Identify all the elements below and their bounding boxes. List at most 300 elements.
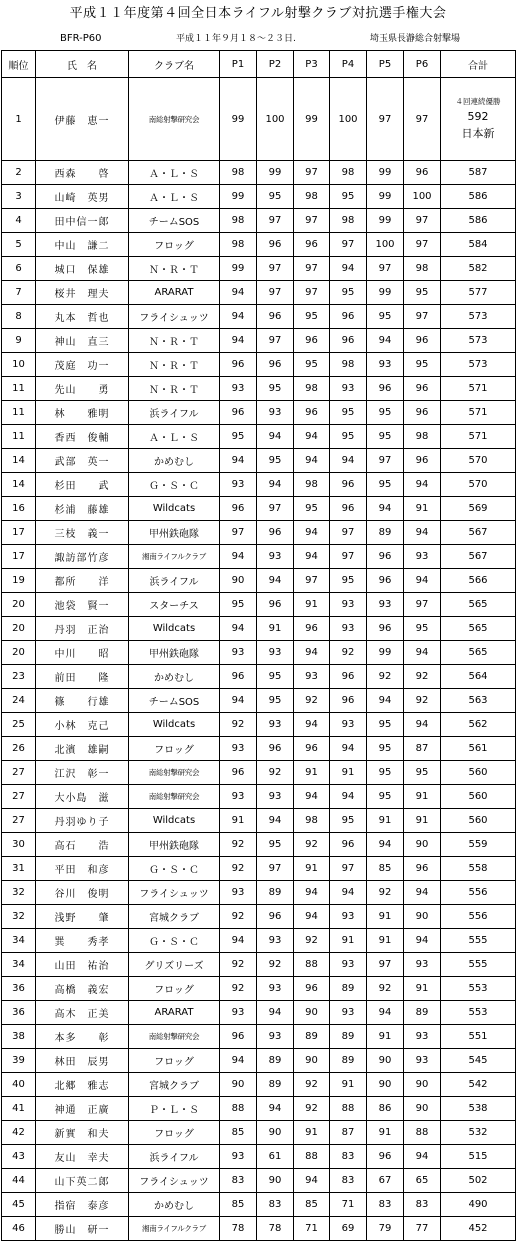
p1-cell: 85 (220, 1193, 257, 1217)
name-cell: 西森 啓 (36, 161, 129, 185)
p1-cell: 90 (220, 569, 257, 593)
total-cell: 452 (441, 1217, 516, 1241)
p4-cell: 96 (330, 305, 367, 329)
rank-cell: 30 (2, 833, 36, 857)
p5-cell: 99 (367, 185, 404, 209)
rank-cell: 6 (2, 257, 36, 281)
p3-cell: 92 (294, 833, 330, 857)
rank-cell: 31 (2, 857, 36, 881)
total-cell: 542 (441, 1073, 516, 1097)
p4-cell: 95 (330, 425, 367, 449)
p2-cell: 94 (257, 1001, 294, 1025)
p3-cell: 92 (294, 929, 330, 953)
total-cell: 490 (441, 1193, 516, 1217)
name-cell: 新實 和夫 (36, 1121, 129, 1145)
p5-cell: 93 (367, 353, 404, 377)
p3-cell: 94 (294, 641, 330, 665)
header-rank: 順位 (2, 51, 36, 78)
club-cell: 甲州鉄砲隊 (129, 641, 220, 665)
p1-cell: 93 (220, 1001, 257, 1025)
p6-cell: 94 (404, 713, 441, 737)
table-row (2, 953, 516, 977)
club-cell: かめむし (129, 449, 220, 473)
p6-cell: 92 (404, 689, 441, 713)
p3-cell: 92 (294, 1097, 330, 1121)
p1-cell: 99 (220, 257, 257, 281)
club-cell: Ａ・Ｌ・Ｓ (129, 161, 220, 185)
table-row (2, 305, 516, 329)
p3-cell: 96 (294, 977, 330, 1001)
p4-cell: 100 (330, 78, 367, 161)
page-title: 平成１１年度第４回全日本ライフル射撃クラブ対抗選手権大会 (69, 6, 447, 21)
club-cell: フロッグ (129, 1121, 220, 1145)
p6-cell: 93 (404, 1025, 441, 1049)
p1-cell: 96 (220, 1025, 257, 1049)
club-cell: フライシュッツ (129, 305, 220, 329)
rank-cell: 42 (2, 1121, 36, 1145)
table-row (2, 353, 516, 377)
p6-cell: 90 (404, 1097, 441, 1121)
p6-cell: 87 (404, 737, 441, 761)
p6-cell: 94 (404, 473, 441, 497)
table-row (2, 1001, 516, 1025)
table-row (2, 1217, 516, 1241)
p4-cell: 89 (330, 1049, 367, 1073)
p2-cell: 97 (257, 857, 294, 881)
p1-cell: 92 (220, 905, 257, 929)
table-row (2, 593, 516, 617)
header-p3: P3 (294, 51, 330, 78)
name-cell: 篠 行雄 (36, 689, 129, 713)
winner-total: 592 (467, 110, 489, 123)
p5-cell: 99 (367, 281, 404, 305)
winner-note: ４回連続優勝 (455, 97, 501, 106)
rank-cell: 3 (2, 185, 36, 209)
club-cell: フロッグ (129, 1049, 220, 1073)
p4-cell: 93 (330, 377, 367, 401)
name-cell: 指宿 泰彦 (36, 1193, 129, 1217)
p1-cell: 83 (220, 1169, 257, 1193)
p1-cell: 92 (220, 953, 257, 977)
p1-cell: 94 (220, 449, 257, 473)
total-cell: 566 (441, 569, 516, 593)
p4-cell: 71 (330, 1193, 367, 1217)
club-cell: かめむし (129, 1193, 220, 1217)
p2-cell: 61 (257, 1145, 294, 1169)
p1-cell: 94 (220, 617, 257, 641)
name-cell: 林田 辰男 (36, 1049, 129, 1073)
club-cell: Wildcats (129, 617, 220, 641)
club-cell: Ａ・Ｌ・Ｓ (129, 425, 220, 449)
total-cell: 532 (441, 1121, 516, 1145)
p5-cell: 85 (367, 857, 404, 881)
p6-cell: 90 (404, 905, 441, 929)
p2-cell: 93 (257, 929, 294, 953)
p5-cell: 91 (367, 1025, 404, 1049)
p3-cell: 99 (294, 78, 330, 161)
rank-cell: 26 (2, 737, 36, 761)
p6-cell: 96 (404, 377, 441, 401)
name-cell: 小林 克己 (36, 713, 129, 737)
event-venue: 埼玉県長瀞総合射撃場 (370, 34, 461, 44)
p5-cell: 96 (367, 377, 404, 401)
p4-cell: 91 (330, 761, 367, 785)
total-cell: 577 (441, 281, 516, 305)
header-p5: P5 (367, 51, 404, 78)
p1-cell: 99 (220, 78, 257, 161)
total-cell: 502 (441, 1169, 516, 1193)
p5-cell: 91 (367, 905, 404, 929)
p4-cell: 83 (330, 1145, 367, 1169)
p1-cell: 85 (220, 1121, 257, 1145)
p4-cell: 97 (330, 521, 367, 545)
total-cell: 571 (441, 425, 516, 449)
p2-cell: 96 (257, 593, 294, 617)
table-row (2, 521, 516, 545)
rank-cell: 14 (2, 449, 36, 473)
rank-cell: 44 (2, 1169, 36, 1193)
p5-cell: 92 (367, 881, 404, 905)
p6-cell: 88 (404, 1121, 441, 1145)
table-row (2, 569, 516, 593)
total-cell: 570 (441, 473, 516, 497)
name-cell: 杉浦 藤雄 (36, 497, 129, 521)
rank-cell: 11 (2, 401, 36, 425)
p2-cell: 89 (257, 1049, 294, 1073)
total-cell: 556 (441, 905, 516, 929)
p2-cell: 97 (257, 281, 294, 305)
p2-cell: 93 (257, 641, 294, 665)
p4-cell: 97 (330, 857, 367, 881)
total-cell: 573 (441, 305, 516, 329)
table-row (2, 329, 516, 353)
table-row (2, 377, 516, 401)
p2-cell: 90 (257, 1169, 294, 1193)
rank-cell: 32 (2, 881, 36, 905)
p4-cell: 95 (330, 185, 367, 209)
p5-cell: 94 (367, 329, 404, 353)
p2-cell: 97 (257, 497, 294, 521)
p2-cell: 95 (257, 689, 294, 713)
club-cell: フライシュッツ (129, 881, 220, 905)
table-row (2, 905, 516, 929)
p4-cell: 93 (330, 593, 367, 617)
club-cell: 浜ライフル (129, 569, 220, 593)
p1-cell: 92 (220, 713, 257, 737)
p6-cell: 89 (404, 1001, 441, 1025)
p4-cell: 83 (330, 1169, 367, 1193)
p3-cell: 97 (294, 209, 330, 233)
p5-cell: 99 (367, 209, 404, 233)
p2-cell: 90 (257, 1121, 294, 1145)
p3-cell: 94 (294, 545, 330, 569)
p1-cell: 97 (220, 521, 257, 545)
rank-cell: 25 (2, 713, 36, 737)
p1-cell: 95 (220, 593, 257, 617)
rank-cell: 17 (2, 521, 36, 545)
name-cell: 先山 勇 (36, 377, 129, 401)
total-cell: 569 (441, 497, 516, 521)
club-cell: 甲州鉄砲隊 (129, 521, 220, 545)
results-table (1, 50, 516, 1241)
p5-cell: 96 (367, 545, 404, 569)
club-cell: Ａ・Ｌ・Ｓ (129, 185, 220, 209)
name-cell: 平田 和彦 (36, 857, 129, 881)
table-row (2, 185, 516, 209)
p5-cell: 100 (367, 233, 404, 257)
p1-cell: 96 (220, 497, 257, 521)
p4-cell: 91 (330, 1073, 367, 1097)
p2-cell: 96 (257, 305, 294, 329)
rank-cell: 9 (2, 329, 36, 353)
club-cell: Ｎ・Ｒ・Ｔ (129, 353, 220, 377)
p3-cell: 94 (294, 1169, 330, 1193)
p2-cell: 95 (257, 833, 294, 857)
table-row (2, 449, 516, 473)
p6-cell: 94 (404, 1145, 441, 1169)
name-cell: 杉田 武 (36, 473, 129, 497)
header-row (2, 51, 516, 78)
rank-cell: 36 (2, 1001, 36, 1025)
total-cell: 558 (441, 857, 516, 881)
table-row (2, 761, 516, 785)
p4-cell: 93 (330, 953, 367, 977)
p4-cell: 89 (330, 977, 367, 1001)
club-cell: フロッグ (129, 977, 220, 1001)
rank-cell: 32 (2, 905, 36, 929)
total-cell: 538 (441, 1097, 516, 1121)
rank-cell: 27 (2, 761, 36, 785)
name-cell: 池袋 賢一 (36, 593, 129, 617)
p1-cell: 93 (220, 1145, 257, 1169)
p6-cell: 91 (404, 497, 441, 521)
table-row (2, 857, 516, 881)
p5-cell: 94 (367, 1001, 404, 1025)
p4-cell: 96 (330, 689, 367, 713)
p3-cell: 90 (294, 1001, 330, 1025)
p6-cell: 93 (404, 545, 441, 569)
p3-cell: 93 (294, 665, 330, 689)
p5-cell: 95 (367, 761, 404, 785)
p2-cell: 83 (257, 1193, 294, 1217)
p1-cell: 93 (220, 641, 257, 665)
p6-cell: 65 (404, 1169, 441, 1193)
rank-cell: 27 (2, 809, 36, 833)
p5-cell: 94 (367, 497, 404, 521)
club-cell: フロッグ (129, 233, 220, 257)
p1-cell: 92 (220, 977, 257, 1001)
total-cell: 573 (441, 329, 516, 353)
p3-cell: 98 (294, 473, 330, 497)
p3-cell: 96 (294, 401, 330, 425)
name-cell: 丸本 哲也 (36, 305, 129, 329)
header-total: 合計 (441, 51, 516, 78)
p5-cell: 97 (367, 257, 404, 281)
total-cell (441, 78, 516, 161)
table-row-winner (2, 78, 516, 161)
total-cell: 567 (441, 545, 516, 569)
table-row (2, 1169, 516, 1193)
p5-cell: 95 (367, 785, 404, 809)
p4-cell: 94 (330, 785, 367, 809)
p4-cell: 94 (330, 737, 367, 761)
p2-cell: 97 (257, 209, 294, 233)
p4-cell: 96 (330, 497, 367, 521)
name-cell: 本多 彰 (36, 1025, 129, 1049)
club-cell: 浜ライフル (129, 1145, 220, 1169)
p5-cell: 95 (367, 305, 404, 329)
name-cell: 谷川 俊明 (36, 881, 129, 905)
p3-cell: 94 (294, 785, 330, 809)
p5-cell: 91 (367, 1121, 404, 1145)
p6-cell: 77 (404, 1217, 441, 1241)
p5-cell: 94 (367, 833, 404, 857)
p1-cell: 98 (220, 161, 257, 185)
table-row (2, 785, 516, 809)
p4-cell: 88 (330, 1097, 367, 1121)
p4-cell: 93 (330, 905, 367, 929)
p4-cell: 69 (330, 1217, 367, 1241)
p3-cell: 94 (294, 425, 330, 449)
table-row (2, 929, 516, 953)
p5-cell: 94 (367, 689, 404, 713)
p6-cell: 97 (404, 209, 441, 233)
p6-cell: 98 (404, 257, 441, 281)
p2-cell: 96 (257, 905, 294, 929)
table-row (2, 233, 516, 257)
name-cell: 山下英二郎 (36, 1169, 129, 1193)
p5-cell: 99 (367, 641, 404, 665)
name-cell: 勝山 研一 (36, 1217, 129, 1241)
rank-cell: 43 (2, 1145, 36, 1169)
rank-cell: 2 (2, 161, 36, 185)
p2-cell: 97 (257, 329, 294, 353)
total-cell: 564 (441, 665, 516, 689)
p1-cell: 99 (220, 185, 257, 209)
p3-cell: 96 (294, 233, 330, 257)
p5-cell: 99 (367, 161, 404, 185)
club-cell: Ｐ・Ｌ・Ｓ (129, 1097, 220, 1121)
name-cell: 山田 祐治 (36, 953, 129, 977)
p1-cell: 94 (220, 929, 257, 953)
p6-cell: 90 (404, 1073, 441, 1097)
total-cell: 586 (441, 209, 516, 233)
p4-cell: 96 (330, 473, 367, 497)
p1-cell: 78 (220, 1217, 257, 1241)
rank-cell: 4 (2, 209, 36, 233)
p4-cell: 97 (330, 233, 367, 257)
p3-cell: 88 (294, 953, 330, 977)
total-cell: 567 (441, 521, 516, 545)
p3-cell: 97 (294, 161, 330, 185)
p4-cell: 96 (330, 665, 367, 689)
p2-cell: 94 (257, 569, 294, 593)
rank-cell: 27 (2, 785, 36, 809)
name-cell: 友山 幸夫 (36, 1145, 129, 1169)
name-cell: 中山 謙二 (36, 233, 129, 257)
club-cell: かめむし (129, 665, 220, 689)
p2-cell: 100 (257, 78, 294, 161)
p1-cell: 90 (220, 1073, 257, 1097)
name-cell: 茂庭 功一 (36, 353, 129, 377)
p5-cell: 89 (367, 521, 404, 545)
table-row (2, 689, 516, 713)
rank-cell: 34 (2, 929, 36, 953)
table-row (2, 281, 516, 305)
p3-cell: 96 (294, 329, 330, 353)
p5-cell: 79 (367, 1217, 404, 1241)
p3-cell: 85 (294, 1193, 330, 1217)
rank-cell: 11 (2, 377, 36, 401)
p4-cell: 93 (330, 617, 367, 641)
header-club: クラブ名 (129, 51, 220, 78)
total-cell: 561 (441, 737, 516, 761)
p1-cell: 94 (220, 305, 257, 329)
table-row (2, 209, 516, 233)
name-cell: 香西 俊輔 (36, 425, 129, 449)
p1-cell: 91 (220, 809, 257, 833)
p4-cell: 95 (330, 401, 367, 425)
p6-cell: 95 (404, 353, 441, 377)
p2-cell: 99 (257, 161, 294, 185)
p6-cell: 96 (404, 449, 441, 473)
table-row (2, 977, 516, 1001)
club-cell: スターチス (129, 593, 220, 617)
name-cell: 田中信一郎 (36, 209, 129, 233)
rank-cell: 5 (2, 233, 36, 257)
p6-cell: 91 (404, 809, 441, 833)
p2-cell: 93 (257, 1025, 294, 1049)
name-cell: 三枝 義一 (36, 521, 129, 545)
table-row (2, 737, 516, 761)
rank-cell: 8 (2, 305, 36, 329)
name-cell: 林 雅明 (36, 401, 129, 425)
club-cell: 宮城クラブ (129, 905, 220, 929)
total-cell: 555 (441, 929, 516, 953)
club-cell: ARARAT (129, 1001, 220, 1025)
rank-cell: 19 (2, 569, 36, 593)
p3-cell: 89 (294, 1025, 330, 1049)
total-cell: 571 (441, 377, 516, 401)
name-cell: 山崎 英男 (36, 185, 129, 209)
rank-cell: 11 (2, 425, 36, 449)
p6-cell: 91 (404, 977, 441, 1001)
table-row (2, 1193, 516, 1217)
club-cell: Ｎ・Ｒ・Ｔ (129, 329, 220, 353)
club-cell: チームSOS (129, 209, 220, 233)
total-cell: 587 (441, 161, 516, 185)
header-p2: P2 (257, 51, 294, 78)
total-cell: 545 (441, 1049, 516, 1073)
p1-cell: 94 (220, 329, 257, 353)
p2-cell: 97 (257, 257, 294, 281)
p2-cell: 95 (257, 449, 294, 473)
p5-cell: 83 (367, 1193, 404, 1217)
p5-cell: 91 (367, 929, 404, 953)
p5-cell: 95 (367, 473, 404, 497)
p3-cell: 91 (294, 761, 330, 785)
name-cell: 武部 英一 (36, 449, 129, 473)
name-cell: 都所 洋 (36, 569, 129, 593)
p5-cell: 96 (367, 569, 404, 593)
p5-cell: 96 (367, 1145, 404, 1169)
p2-cell: 95 (257, 665, 294, 689)
p6-cell: 96 (404, 161, 441, 185)
name-cell: 前田 隆 (36, 665, 129, 689)
name-cell: 諏訪部竹彦 (36, 545, 129, 569)
total-cell: 571 (441, 401, 516, 425)
p6-cell: 96 (404, 857, 441, 881)
